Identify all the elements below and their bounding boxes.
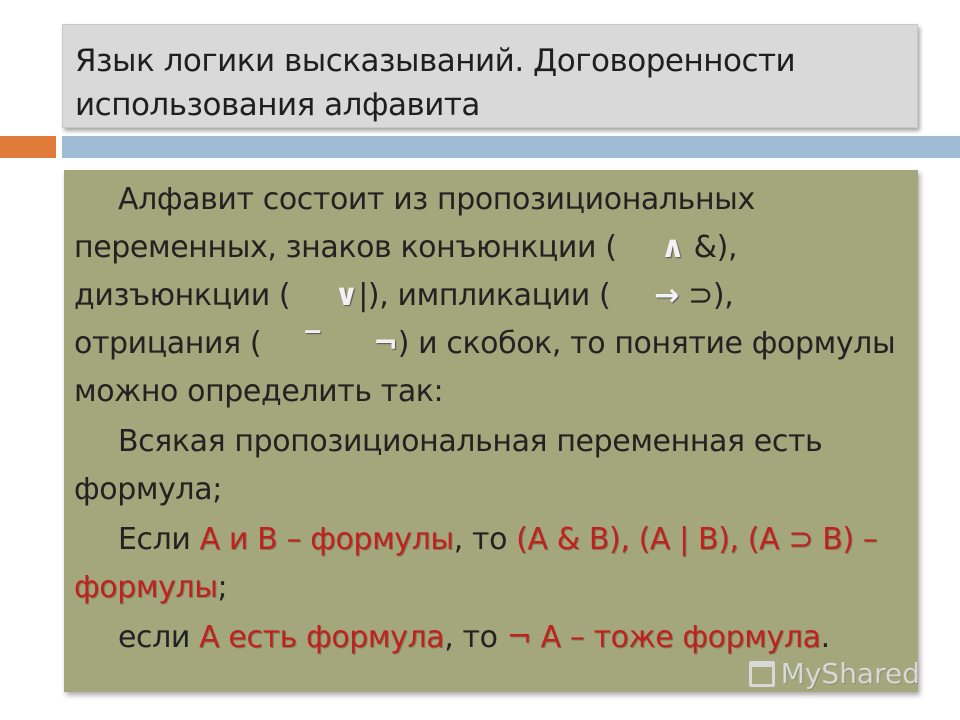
paragraph-text: Алфавит состоит из пропозициональных переменных, знаков конъюнкции ( [74, 182, 755, 265]
slide-title [62, 24, 918, 128]
watermark [749, 657, 920, 690]
paragraph-text: &), дизъюнкции ( [74, 230, 738, 313]
paragraph-text: , то [453, 522, 517, 557]
paragraph-text: |), импликации ( [358, 278, 611, 313]
implication-symbol: → [654, 278, 680, 313]
paragraph-text: . [820, 620, 830, 655]
overline-symbol: ‾ [305, 326, 320, 361]
highlight-text: ¬ А – тоже формула [506, 620, 821, 655]
disjunction-symbol: ∨ [334, 278, 359, 313]
paragraph-text: Всякая пропозициональная переменная есть формула; [74, 424, 823, 507]
conjunction-symbol: ∧ [660, 230, 685, 265]
accent-bar-blue [62, 136, 960, 158]
paragraph-alphabet [74, 176, 908, 416]
paragraph-variable-rule [74, 418, 908, 514]
paragraph-text [320, 326, 329, 361]
slide-content [64, 170, 918, 692]
highlight-text: А и В – формулы [199, 522, 454, 557]
paragraph-text: Если [118, 522, 200, 557]
slide-title-line1: Язык логики высказываний. Договоренности [75, 43, 796, 79]
myshared-logo-icon [749, 661, 775, 687]
accent-bar-orange [0, 136, 56, 158]
paragraph-text: ⊃), отрицания ( [74, 278, 734, 361]
highlight-text: А есть формула [199, 620, 445, 655]
paragraph-binary-rule [74, 516, 908, 612]
paragraph-text: , то [444, 620, 507, 655]
highlight-text: (А & В), (А | В), (А ⊃ В) – формулы [74, 522, 878, 605]
paragraph-text: ) и скобок, то понятие формулы можно определить так: [74, 326, 896, 409]
slide-title-line2: использования алфавита [75, 87, 480, 123]
negation-symbol: ¬ [372, 326, 398, 361]
paragraph-text: если [118, 620, 200, 655]
paragraph-negation-rule [74, 614, 908, 662]
watermark-text: MyShared [780, 657, 920, 690]
paragraph-text: ; [217, 570, 228, 605]
